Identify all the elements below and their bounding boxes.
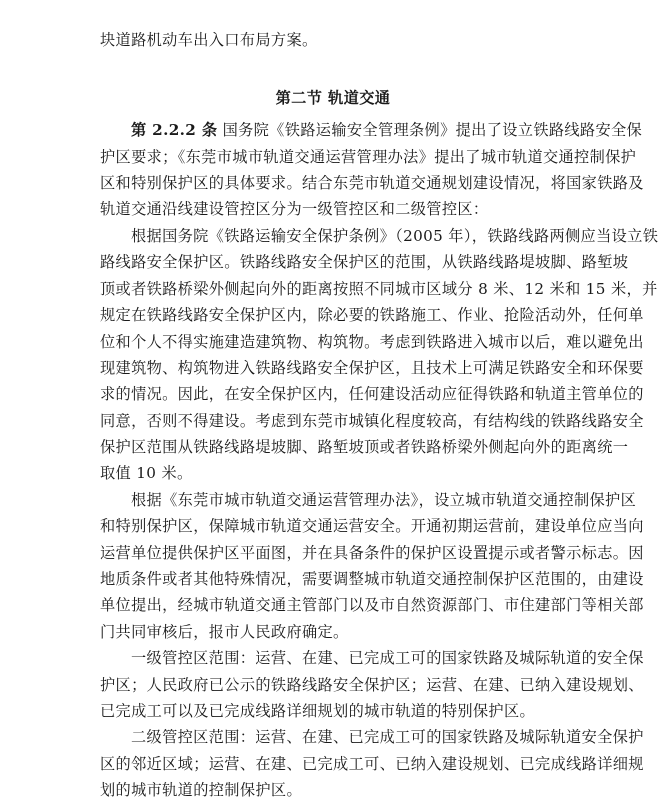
text-line: 区的邻近区域；运营、在建、已完成工可、已纳入建设规划、已完成线路详细规 <box>100 755 644 773</box>
text-line: 同意，否则不得建设。考虑到东莞市城镇化程度较高，有结构线的铁路线路安全 <box>100 412 644 430</box>
text-line: 地质条件或者其他特殊情况，需要调整城市轨道交通控制保护区范围的，由建设 <box>100 570 644 588</box>
text-line: 位和个人不得实施建造建筑物、构筑物。考虑到铁路进入城市以后，难以避免出 <box>100 333 644 351</box>
section-heading: 第二节 轨道交通 <box>275 89 391 107</box>
text-line: 保护区范围从铁路线路堤坡脚、路堑坡顶或者铁路桥梁外侧起向外的距离统一 <box>100 438 629 456</box>
text-line: 划的城市轨道的控制保护区。 <box>100 781 302 799</box>
text-line: 取值 10 米。 <box>100 464 193 482</box>
text-line: 求的情况。因此，在安全保护区内，任何建设活动应征得铁路和轨道主管单位的 <box>100 385 644 403</box>
text-line: 块道路机动车出入口布局方案。 <box>100 31 318 49</box>
paragraph-1-line-1 <box>131 120 643 140</box>
text-line: 顶或者铁路桥梁外侧起向外的距离按照不同城市区域分 8 米、12 米和 15 米，并 <box>100 280 658 298</box>
article-number: 第 2.2.2 条 <box>131 121 218 139</box>
text-line: 轨道交通沿线建设管控区分为一级管控区和二级管控区： <box>100 200 489 218</box>
text-line: 护区要求；《东莞市城市轨道交通运营管理办法》提出了城市轨道交通控制保护 <box>100 148 637 166</box>
text-line: 护区；人民政府已公示的铁路线路安全保护区；运营、在建、已纳入建设规划、 <box>100 676 644 694</box>
text-line: 区和特别保护区的具体要求。结合东莞市轨道交通规划建设情况，将国家铁路及 <box>100 174 644 192</box>
text-line: 现建筑物、构筑物进入铁路线路安全保护区，且技术上可满足铁路安全和环保要 <box>100 359 644 377</box>
text-line: 根据《东莞市城市轨道交通运营管理办法》，设立城市轨道交通控制保护区 <box>131 491 637 509</box>
text-span: 国务院《铁路运输安全管理条例》提出了设立铁路线路安全保 <box>217 121 643 139</box>
text-line: 门共同审核后，报市人民政府确定。 <box>100 623 349 641</box>
text-line: 根据国务院《铁路运输安全保护条例》（2005 年），铁路线路两侧应当设立铁 <box>131 227 659 245</box>
text-line: 运营单位提供保护区平面图，并在具备条件的保护区设置提示或者警示标志。因 <box>100 544 644 562</box>
text-line: 二级管控区范围：运营、在建、已完成工可的国家铁路及城际轨道安全保护 <box>131 728 644 746</box>
text-line: 已完成工可以及已完成线路详细规划的城市轨道的特别保护区。 <box>100 702 536 720</box>
text-line: 和特别保护区，保障城市轨道交通运营安全。开通初期运营前，建设单位应当向 <box>100 517 644 535</box>
text-line: 规定在铁路线路安全保护区内，除必要的铁路施工、作业、抢险活动外，任何单 <box>100 306 644 324</box>
text-line: 单位提出，经城市轨道交通主管部门以及市自然资源部门、市住建部门等相关部 <box>100 596 644 614</box>
text-line: 路线路安全保护区。铁路线路安全保护区的范围，从铁路线路堤坡脚、路堑坡 <box>100 253 629 271</box>
text-line: 一级管控区范围：运营、在建、已完成工可的国家铁路及城际轨道的安全保 <box>131 649 644 667</box>
